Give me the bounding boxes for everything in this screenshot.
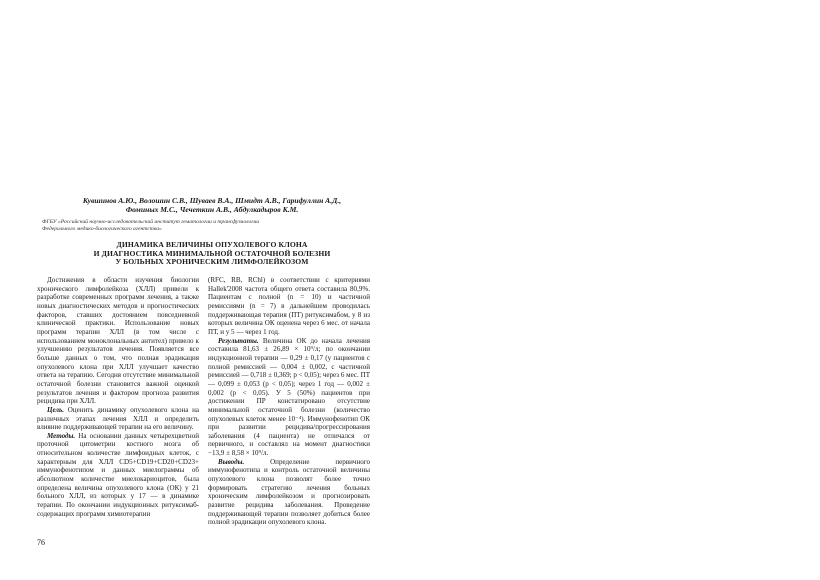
affiliation-line-1: ФГБУ «Российский научно-исследовательский институт гематологии и трансфузиологии [42,219,260,225]
right-column [208,276,370,527]
authors-line-1: Кувшинов А.Ю., Волошин С.В., Шуваев В.А., Шмидт А.В., Гарифуллин А.Д., [82,196,342,205]
methods-label: Методы. [47,431,76,440]
title-line-2: И ДИАГНОСТИКА МИНИМАЛЬНОЙ ОСТАТОЧНОЙ БОЛЕЗНИ [93,248,331,258]
left-column [37,276,199,518]
affiliation [42,219,382,233]
aim-paragraph [37,406,199,432]
author-list [42,196,382,214]
article-title [42,241,382,267]
title-line-3: У БОЛЬНЫХ ХРОНИЧЕСКИМ ЛИМФОЛЕЙКОЗОМ [115,257,309,267]
affiliation-line-2: Федерального медико-биологического агентства» [42,226,162,233]
conclusions-paragraph [208,458,370,527]
aim-text: Оценить динамику опухолевого клона на различных этапах лечения ХЛЛ и определить влияние поддерживающей терапии на его величину. [37,405,199,432]
intro-paragraph: Достижения в области изучения биологии хронического лимфолейкоза (ХЛЛ) привели к разработке современных программ лечения, а также новых диагностических методов и прогностических факторов, ставших достоянием повседневной клинической практики. Использование новых программ терапии ХЛЛ (в том числе с использованием моноклональных антител) привело к улучшению результатов лечения. Появляется все больше данных о том, что полная эрадикация опухолевого клона при ХЛЛ улучшает качество ответа на терапию. Сегодня отсутствие минимальной остаточной болезни становится важной оценкой результатов лечения и фактором прогноза развития рецидива при ХЛЛ. [37,276,199,406]
methods-continued-paragraph: (RFC, RB, RChl) в соответствии с критериями Hallek'2008 частота общего ответа составила 80,9%. Пациентам с полной (n = 10) и частичной ремиссиями (n = 7) в дальнейшем проводилась поддерживающая терапия (ПТ) ритуксимабом, у 8 из которых величина ОК оценена через 6 мес. от начала ПТ, и у 5 — через 1 год. [208,276,370,336]
methods-text: На основании данных четырехцветной проточной цитометрии костного мозга об относительном количестве лимфоидных клеток, с характерным для ХЛЛ CD5+CD19+CD20+CD23+ иммунофенотипом и данных миелограммы об абсолютном количестве миелокариоцитов, была определена величина опухолевого клона (ОК) у 21 больного ХЛЛ, из которых у 17 — в динамике терапии. По окончании индукционных ритуксимаб-содержащих программ химиотерапии [37,431,199,518]
conclusions-text: Определение первичного иммунофенотипа и контроль остаточной величины опухолевого клона позволят более точно формировать стратегию лечения больных хроническим лимфолейкозом и прогнозировать развитие рецидива заболевания. Проведение поддерживающей терапии позволяет добиться более полной эрадикации опухолевого клона. [208,457,370,527]
page-number: 76 [37,538,45,547]
methods-paragraph [37,432,199,519]
results-paragraph [208,337,370,458]
title-line-1: ДИНАМИКА ВЕЛИЧИНЫ ОПУХОЛЕВОГО КЛОНА [116,240,308,249]
results-label: Результаты. [218,336,259,345]
authors-line-2: Фоминых М.С., Чечеткин А.В., Абдулкадыров К.М. [125,205,299,215]
results-text: Величина ОК до начала лечения составила 81,63 ± 26,89 × 10⁹/л; по окончании индукционной терапии — 0,29 ± 0,17 (у пациентов с полной ремиссией — 0,004 ± 0,002, с частичной ремиссией — 0,718 ± 0,369; р < 0,05); через 6 мес. ПТ — 0,099 ± 0,053 (р < 0,05); через 1 год — 0,002 ± 0,002 (р < 0,05). У 5 (50%) пациентов при достижении ПР констатировано отсутствие минимальной остаточной болезни (количество опухолевых клеток менее 10⁻⁴). Иммунофенотип ОК при развитии рецидива/прогрессирования заболевания (4 пациента) не отличался от первичного, и составлял на момент диагностики −13,9 ± 8,58 × 10⁹/л. [208,336,370,458]
aim-label: Цель. [47,405,65,414]
conclusions-label: Выводы. [218,457,245,466]
